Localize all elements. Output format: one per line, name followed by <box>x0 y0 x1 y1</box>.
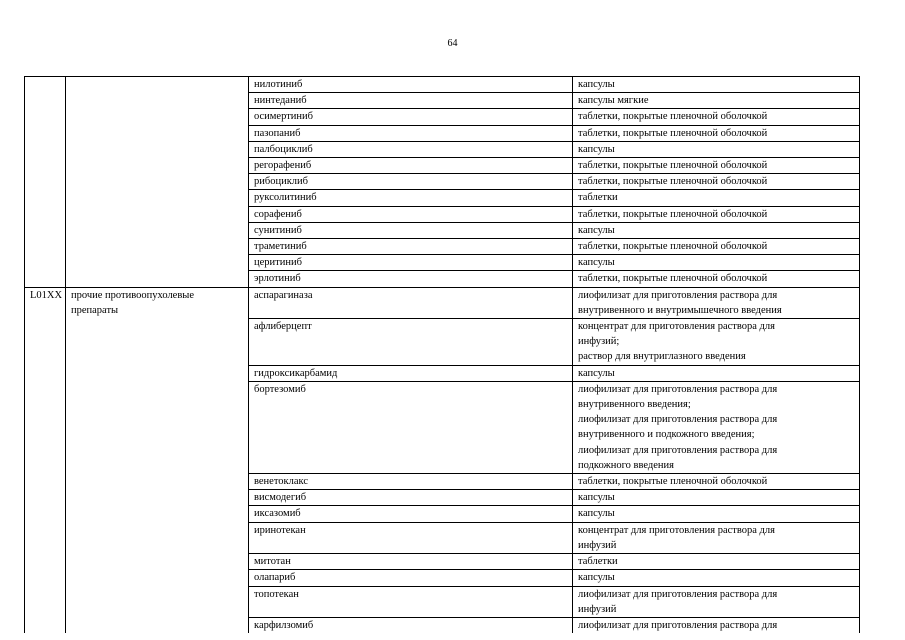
drug-name-cell: топотекан <box>249 586 573 617</box>
drug-name-cell: регорафениб <box>249 158 573 174</box>
group-name-cell <box>66 77 249 288</box>
dosage-form-cell: лиофилизат для приготовления раствора для внутривенного введения; лиофилизат для приготовления раствора для внутривенного и подкожного введения; лиофилизат для приготовления раствора для подкожного введения <box>573 381 860 473</box>
drug-name-cell: сорафениб <box>249 206 573 222</box>
drug-name-cell: иринотекан <box>249 522 573 553</box>
drug-name-cell: руксолитиниб <box>249 190 573 206</box>
drug-name-cell: осимертиниб <box>249 109 573 125</box>
drug-name-cell: нилотиниб <box>249 77 573 93</box>
dosage-form-cell: капсулы <box>573 255 860 271</box>
page-number: 64 <box>447 38 458 49</box>
dosage-form-cell: таблетки, покрытые пленочной оболочкой <box>573 271 860 287</box>
drug-name-cell: афлиберцепт <box>249 319 573 366</box>
dosage-form-cell: таблетки, покрытые пленочной оболочкой <box>573 239 860 255</box>
group-name-cell: прочие противоопухолевые препараты <box>66 287 249 633</box>
dosage-form-cell: концентрат для приготовления раствора для инфузий <box>573 522 860 553</box>
dosage-form-cell: таблетки <box>573 190 860 206</box>
drug-name-cell: нинтеданиб <box>249 93 573 109</box>
dosage-form-cell: таблетки, покрытые пленочной оболочкой <box>573 474 860 490</box>
drug-name-cell: иксазомиб <box>249 506 573 522</box>
dosage-form-cell: таблетки, покрытые пленочной оболочкой <box>573 174 860 190</box>
table-row <box>25 287 860 318</box>
drug-name-cell: сунитиниб <box>249 222 573 238</box>
drug-name-cell: эрлотиниб <box>249 271 573 287</box>
dosage-form-cell: капсулы <box>573 365 860 381</box>
drug-name-cell: гидроксикарбамид <box>249 365 573 381</box>
drug-name-cell: аспарагиназа <box>249 287 573 318</box>
drug-name-cell: пазопаниб <box>249 125 573 141</box>
table-row <box>25 77 860 93</box>
drug-name-cell: бортезомиб <box>249 381 573 473</box>
atc-code-cell <box>25 77 66 288</box>
drug-name-cell: рибоциклиб <box>249 174 573 190</box>
drug-name-cell: церитиниб <box>249 255 573 271</box>
atc-code-cell: L01XX <box>25 287 66 633</box>
drug-table <box>24 76 860 633</box>
dosage-form-cell: таблетки, покрытые пленочной оболочкой <box>573 125 860 141</box>
dosage-form-cell: капсулы <box>573 77 860 93</box>
dosage-form-cell: таблетки, покрытые пленочной оболочкой <box>573 109 860 125</box>
dosage-form-cell: лиофилизат для приготовления раствора для внутривенного и внутримышечного введения <box>573 287 860 318</box>
drug-name-cell: митотан <box>249 554 573 570</box>
dosage-form-cell: концентрат для приготовления раствора для инфузий; раствор для внутриглазного введения <box>573 319 860 366</box>
dosage-form-cell: таблетки, покрытые пленочной оболочкой <box>573 158 860 174</box>
drug-table-container <box>24 76 860 631</box>
drug-name-cell: олапариб <box>249 570 573 586</box>
dosage-form-cell: лиофилизат для приготовления раствора для инфузий <box>573 586 860 617</box>
dosage-form-cell: капсулы <box>573 570 860 586</box>
drug-name-cell: траметиниб <box>249 239 573 255</box>
dosage-form-cell: лиофилизат для приготовления раствора для <box>573 617 860 633</box>
drug-name-cell: палбоциклиб <box>249 141 573 157</box>
dosage-form-cell: капсулы <box>573 141 860 157</box>
dosage-form-cell: таблетки, покрытые пленочной оболочкой <box>573 206 860 222</box>
dosage-form-cell: капсулы <box>573 506 860 522</box>
dosage-form-cell: капсулы <box>573 222 860 238</box>
dosage-form-cell: капсулы мягкие <box>573 93 860 109</box>
drug-name-cell: висмодегиб <box>249 490 573 506</box>
drug-name-cell: венетоклакс <box>249 474 573 490</box>
drug-name-cell: карфилзомиб <box>249 617 573 633</box>
dosage-form-cell: капсулы <box>573 490 860 506</box>
dosage-form-cell: таблетки <box>573 554 860 570</box>
